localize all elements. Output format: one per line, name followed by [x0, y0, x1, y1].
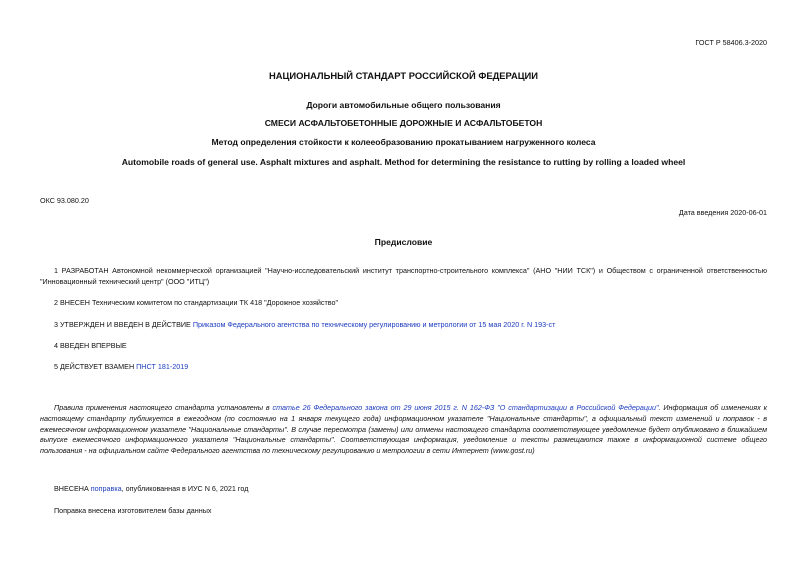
preface-heading: Предисловие [374, 237, 433, 247]
amendment-line [54, 484, 248, 495]
amendment-note: Поправка внесена изготовителем базы данных [54, 506, 212, 515]
order-link[interactable]: Приказом Федерального агентства по техническому регулированию и метрологии от 15 мая 2020 г. N 193-ст [192, 320, 556, 329]
note-text-1: Правила применения настоящего стандарта установлены в [54, 403, 273, 412]
english-title: Automobile roads of general use. Asphalt mixtures and asphalt. Method for determining the resistance to rutting by rolling a loaded wheel [121, 157, 686, 167]
method-title: Метод определения стойкости к колееобразованию прокатыванием нагруженного колеса [211, 137, 596, 147]
amendment-suffix: , опубликованная в ИУС N 6, 2021 год [121, 484, 249, 493]
amendment-prefix: ВНЕСЕНА [54, 484, 91, 493]
replaces-text: 5 ДЕЙСТВУЕТ ВЗАМЕН [54, 362, 137, 371]
preface-item-approved [40, 320, 767, 331]
intro-date: Дата введения 2020-06-01 [678, 208, 767, 217]
oks-code: ОКС 93.080.20 [40, 196, 89, 205]
amendment-link[interactable]: поправка [90, 484, 122, 493]
preface-item-developed: 1 РАЗРАБОТАН Автономной некоммерческой организацией "Научно-исследовательский институт транспортно-строительного комплекса" (АНО "НИИ ТСК") и Обществом с ограниченной ответственностью "Инновационный технический центр" (ООО "ИТЦ") [40, 266, 767, 286]
national-standard-title: НАЦИОНАЛЬНЫЙ СТАНДАРТ РОССИЙСКОЙ ФЕДЕРАЦИИ [268, 70, 539, 81]
roads-title: Дороги автомобильные общего пользования [306, 100, 501, 110]
document-code: ГОСТ Р 58406.3-2020 [695, 38, 767, 47]
preface-item-submitted: 2 ВНЕСЕН Техническим комитетом по стандартизации ТК 418 "Дорожное хозяйство" [54, 298, 339, 307]
approved-text: 3 УТВЕРЖДЕН И ВВЕДЕН В ДЕЙСТВИЕ [54, 320, 193, 329]
application-rules-note [40, 403, 767, 457]
preface-item-first: 4 ВВЕДЕН ВПЕРВЫЕ [54, 341, 127, 350]
preface-item-replaces [40, 362, 767, 373]
federal-law-link[interactable]: статье 26 Федерального закона от 29 июня 2015 г. N 162-ФЗ "О стандартизации в Российской Федерации" [272, 403, 659, 412]
mixtures-title: СМЕСИ АСФАЛЬТОБЕТОННЫЕ ДОРОЖНЫЕ И АСФАЛЬТОБЕТОН [264, 118, 543, 128]
pnst-link[interactable]: ПНСТ 181-2019 [136, 362, 189, 371]
note-text-2: . Информация об изменениях к настоящему стандарту публикуется в ежегодном (по состоянию на 1 января текущего года) информационном указателе "Национальные стандарты", а официальный текст изменений и поправок - в ежемесячном информационном указателе "Национальные стандарты". В случае пересмотра (замены) или отмены настоящего стандарта соответствующее уведомление будет опубликовано в ближайшем выпуске ежемесячного информационного указателя "Национальные стандарты". Соответствующая информация, уведомление и тексты размещаются также в информационной системе общего пользования - на официальном сайте Федерального агентства по техническому регулированию и метрологии в сети Интернет (www.gost.ru) [40, 403, 767, 456]
